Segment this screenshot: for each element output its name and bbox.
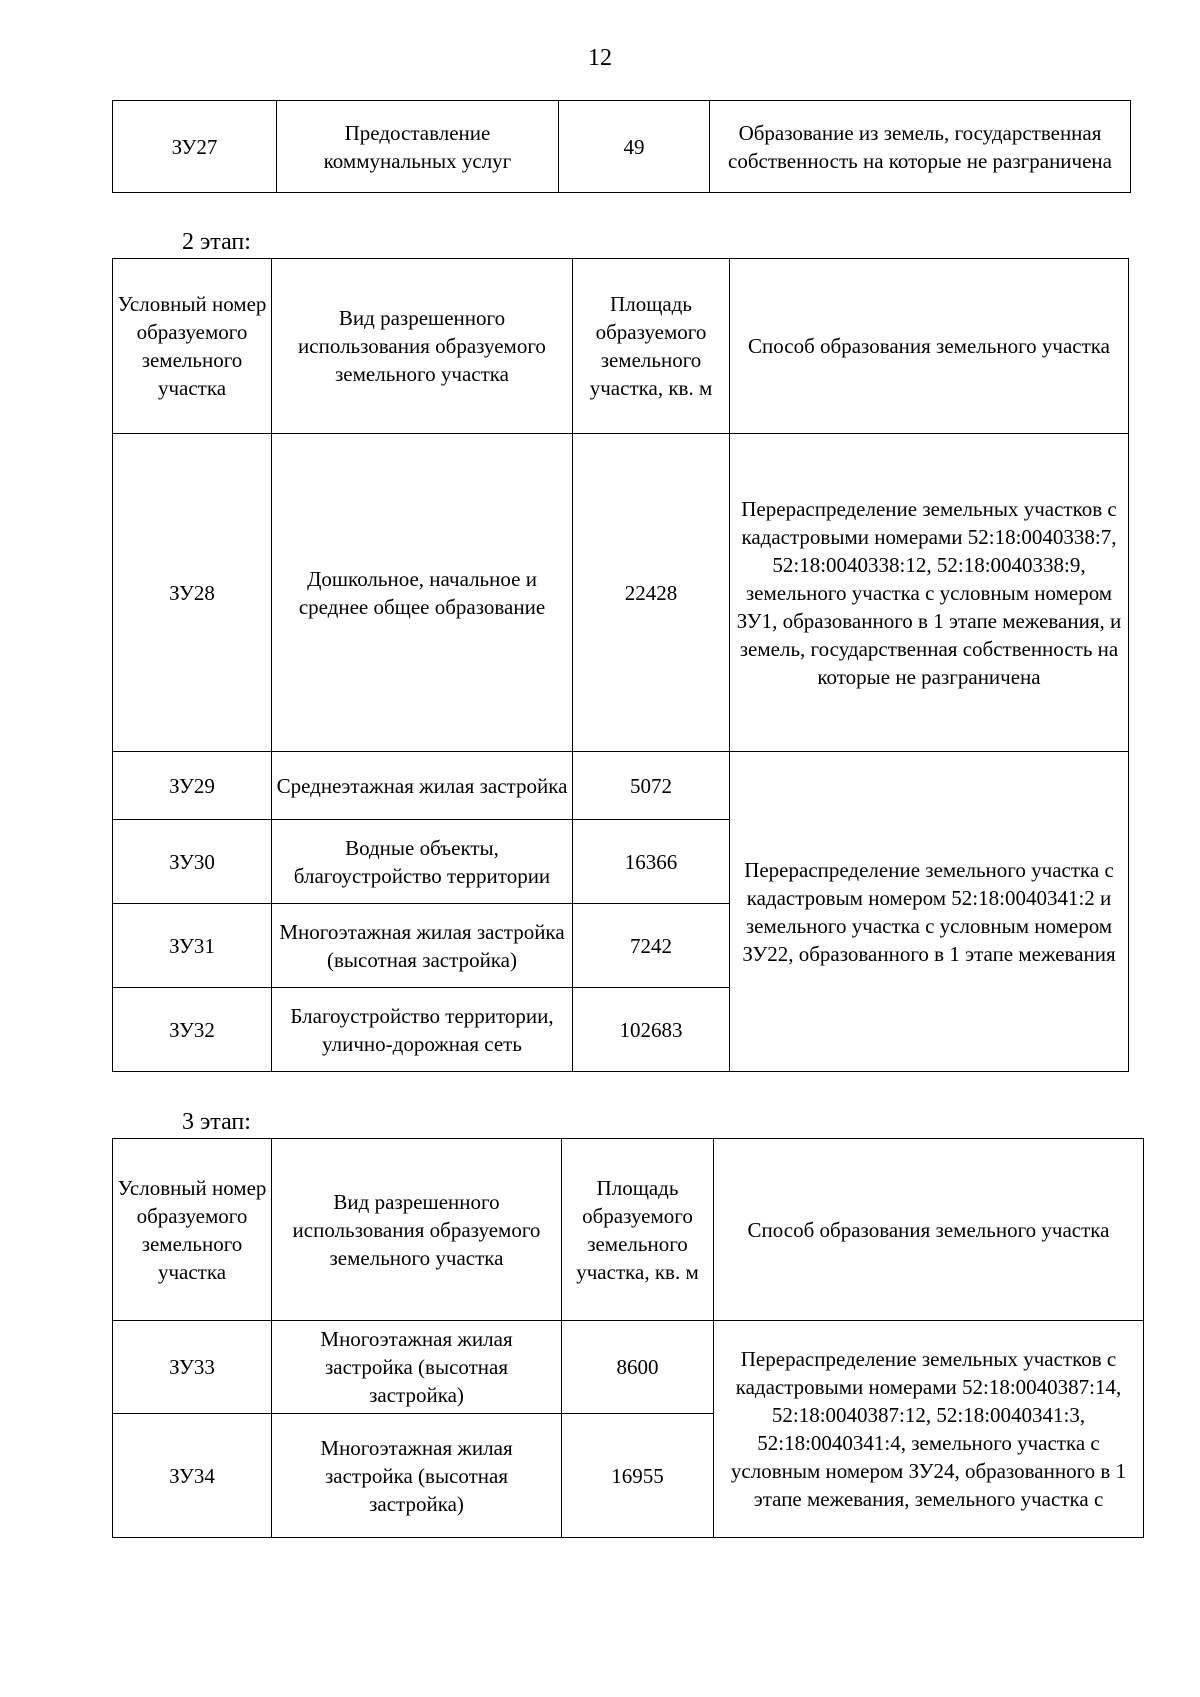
header-formation-method: Способ образования земельного участка (730, 259, 1129, 434)
header-formation-method: Способ образования земельного участка (714, 1139, 1144, 1321)
area-cell: 49 (559, 101, 710, 193)
continuation-table (112, 100, 1131, 193)
area-cell: 22428 (573, 434, 730, 752)
area-cell: 5072 (573, 752, 730, 820)
header-permitted-use: Вид разрешенного использования образуемого земельного участка (272, 1139, 562, 1321)
area-cell: 102683 (573, 988, 730, 1072)
permitted-use-cell: Дошкольное, начальное и среднее общее образование (272, 434, 573, 752)
permitted-use-cell: Среднеэтажная жилая застройка (272, 752, 573, 820)
plot-id-cell: ЗУ33 (113, 1321, 272, 1414)
plot-id-cell: ЗУ34 (113, 1414, 272, 1538)
stage-3-table (112, 1138, 1144, 1538)
header-area: Площадь образуемого земельного участка, кв. м (562, 1139, 714, 1321)
plot-id-cell: ЗУ28 (113, 434, 272, 752)
table-row (113, 434, 1129, 752)
merged-formation-method-cell: Перераспределение земельного участка с кадастровым номером 52:18:0040341:2 и земельного участка с условным номером ЗУ22, образованного в 1 этапе межевания (730, 752, 1129, 1072)
permitted-use-cell: Водные объекты, благоустройство территории (272, 820, 573, 904)
formation-method-cell: Перераспределение земельных участков с кадастровыми номерами 52:18:0040338:7, 52:18:0040338:12, 52:18:0040338:9, земельного участка с условным номером ЗУ1, образованного в 1 этапе межевания, и земель, государственная собственность на которые не разграничена (730, 434, 1129, 752)
stage-2-table (112, 258, 1129, 1072)
permitted-use-cell: Многоэтажная жилая застройка (высотная застройка) (272, 1321, 562, 1414)
header-area: Площадь образуемого земельного участка, кв. м (573, 259, 730, 434)
permitted-use-cell: Многоэтажная жилая застройка (высотная застройка) (272, 1414, 562, 1538)
header-plot-id: Условный номер образуемого земельного участка (113, 259, 272, 434)
permitted-use-cell: Предоставление коммунальных услуг (277, 101, 559, 193)
stage-3-label: 3 этап: (182, 1109, 251, 1135)
header-permitted-use: Вид разрешенного использования образуемого земельного участка (272, 259, 573, 434)
table-header-row (113, 1139, 1144, 1321)
stage-2-label: 2 этап: (182, 229, 251, 255)
area-cell: 16366 (573, 820, 730, 904)
table-row (113, 101, 1131, 193)
formation-method-cell: Образование из земель, государственная собственность на которые не разграничена (710, 101, 1131, 193)
table-row (113, 1321, 1144, 1414)
table-row (113, 752, 1129, 820)
plot-id-cell: ЗУ31 (113, 904, 272, 988)
header-plot-id: Условный номер образуемого земельного участка (113, 1139, 272, 1321)
plot-id-cell: ЗУ27 (113, 101, 277, 193)
plot-id-cell: ЗУ30 (113, 820, 272, 904)
permitted-use-cell: Многоэтажная жилая застройка (высотная застройка) (272, 904, 573, 988)
plot-id-cell: ЗУ32 (113, 988, 272, 1072)
permitted-use-cell: Благоустройство территории, улично-дорожная сеть (272, 988, 573, 1072)
plot-id-cell: ЗУ29 (113, 752, 272, 820)
page-number: 12 (588, 45, 612, 71)
merged-formation-method-cell: Перераспределение земельных участков с кадастровыми номерами 52:18:0040387:14, 52:18:0040387:12, 52:18:0040341:3, 52:18:0040341:4, земельного участка с условным номером ЗУ24, образованного в 1 этапе межевания, земельного участка с (714, 1321, 1144, 1538)
area-cell: 8600 (562, 1321, 714, 1414)
area-cell: 16955 (562, 1414, 714, 1538)
table-header-row (113, 259, 1129, 434)
area-cell: 7242 (573, 904, 730, 988)
